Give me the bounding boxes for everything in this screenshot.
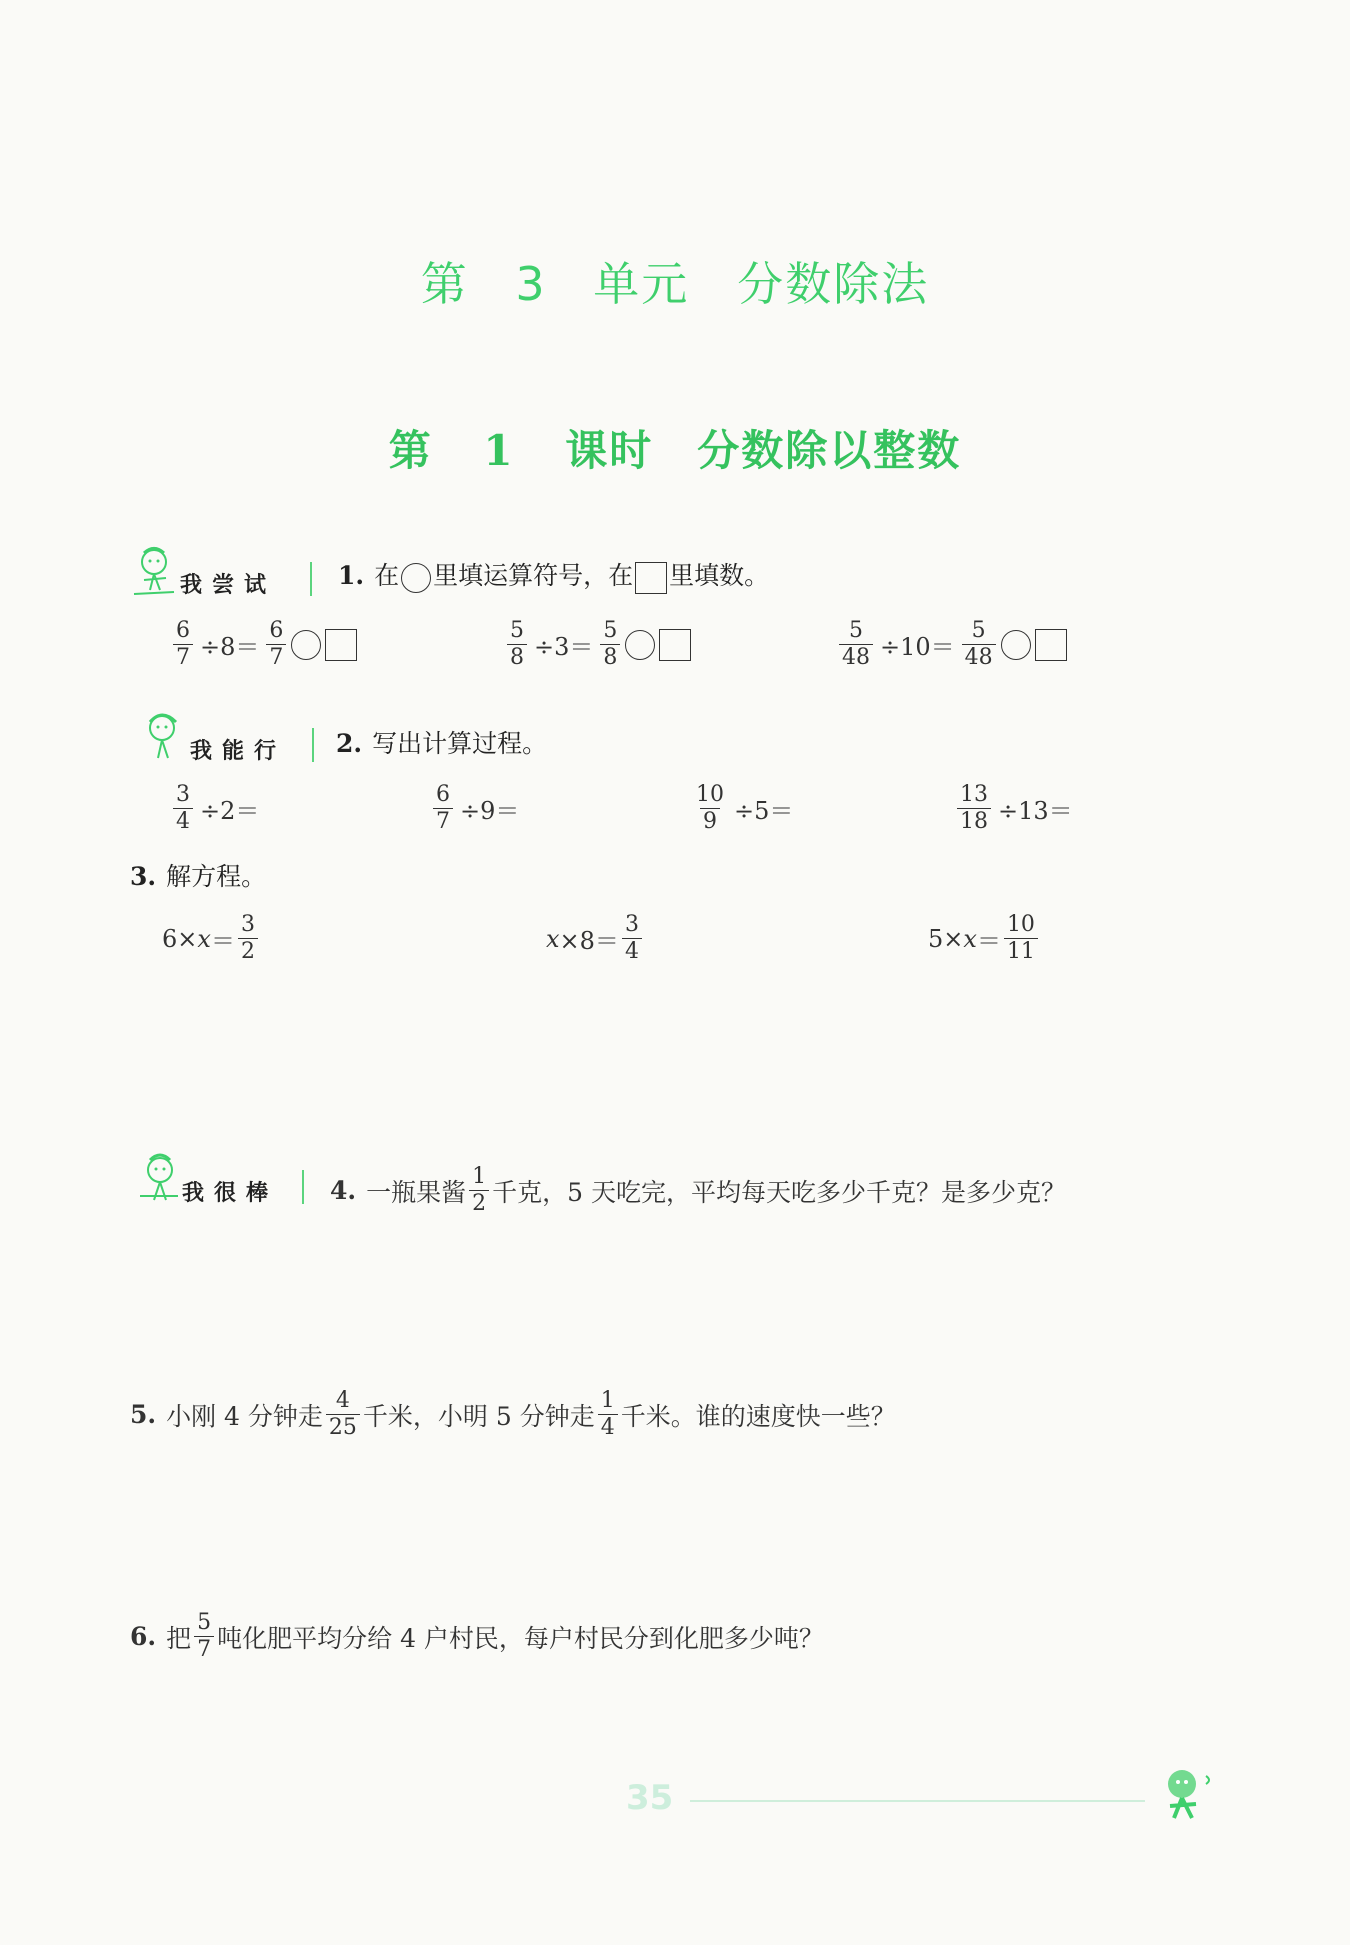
equation-part: 5× xyxy=(928,924,964,953)
blank-box[interactable] xyxy=(1035,629,1067,661)
fraction: $\frac{5}{48}$ xyxy=(839,618,873,671)
fraction: $\frac{10}{9}$ xyxy=(696,782,724,834)
blank-box[interactable] xyxy=(635,562,667,594)
badge-try xyxy=(130,552,330,612)
blank-circle[interactable] xyxy=(625,630,655,660)
operator: ÷5＝ xyxy=(734,797,794,825)
fraction: $\frac{13}{18}$ xyxy=(957,782,991,835)
fraction: $\frac{1}{2}$ xyxy=(469,1164,489,1217)
q2-item-3 xyxy=(690,782,797,835)
q2-item-2 xyxy=(430,782,523,835)
q1-item-2 xyxy=(504,618,693,671)
operator: ÷2＝ xyxy=(200,797,260,825)
question-text: 解方程。 xyxy=(166,862,267,891)
question-text: 千米。谁的速度快一些？ xyxy=(620,1401,896,1431)
operator: ÷10＝ xyxy=(880,633,955,661)
blank-circle[interactable] xyxy=(1001,630,1031,660)
mascot-icon xyxy=(1148,1762,1218,1832)
variable: x xyxy=(546,924,560,953)
fraction: $\frac{5}{8}$ xyxy=(507,618,527,671)
equation-part: 6× xyxy=(162,924,198,953)
blank-circle[interactable] xyxy=(291,630,321,660)
question-text: 千米，小明 5 分钟走 xyxy=(362,1401,595,1431)
question-4 xyxy=(330,1164,1066,1217)
operator: ÷8＝ xyxy=(200,633,260,661)
q3-item-1 xyxy=(162,912,261,965)
question-text: 千克，5 天吃完，平均每天吃多少千克？是多少克？ xyxy=(492,1177,1066,1207)
operator: ÷3＝ xyxy=(534,633,594,661)
question-number: 5. xyxy=(130,1400,157,1429)
operator: ÷9＝ xyxy=(460,797,520,825)
badge-divider xyxy=(312,728,314,762)
fraction: $\frac{4}{25}$ xyxy=(326,1388,360,1441)
fraction: $\frac{6}{7}$ xyxy=(433,782,453,835)
question-text: 小刚 4 分钟走 xyxy=(166,1401,323,1431)
fraction: $\frac{5}{8}$ xyxy=(600,618,620,671)
question-1 xyxy=(338,556,769,596)
badge-try-label: 我尝试 xyxy=(180,573,277,598)
variable: x xyxy=(197,924,211,953)
question-text: 一瓶果酱 xyxy=(366,1177,467,1207)
page-number: 35 xyxy=(626,1778,674,1818)
unit-title: 第 3 单元 分数除法 xyxy=(420,257,930,311)
footer-rule xyxy=(690,1800,1145,1802)
question-text: 里填数。 xyxy=(669,561,770,590)
fraction: $\frac{6}{7}$ xyxy=(173,618,193,671)
q1-item-1 xyxy=(170,618,359,671)
fraction: $\frac{3}{4}$ xyxy=(173,782,193,835)
badge-divider xyxy=(310,562,312,596)
blank-box[interactable] xyxy=(659,629,691,661)
fraction: $\frac{3}{2}$ xyxy=(238,912,258,965)
blank-box[interactable] xyxy=(325,629,357,661)
equation-part: ×8＝ xyxy=(559,927,619,955)
equation-part: ＝ xyxy=(210,927,235,955)
question-text: 写出计算过程。 xyxy=(372,729,548,758)
fraction: $\frac{1}{4}$ xyxy=(598,1388,618,1441)
question-2 xyxy=(336,724,547,764)
fraction: $\frac{5}{48}$ xyxy=(962,618,996,671)
question-6 xyxy=(130,1610,824,1663)
badge-divider xyxy=(302,1170,304,1204)
question-text: 在 xyxy=(374,561,400,590)
q2-item-4 xyxy=(954,782,1077,835)
badge-great-label: 我很棒 xyxy=(182,1181,279,1206)
badge-can-label: 我能行 xyxy=(190,739,287,764)
fraction: $\frac{6}{7}$ xyxy=(266,618,286,671)
question-text: 吨化肥平均分给 4 户村民，每户村民分到化肥多少吨？ xyxy=(217,1623,824,1653)
lesson-title: 第 1 课时 分数除以整数 xyxy=(388,426,962,475)
question-number: 3. xyxy=(130,862,157,891)
question-number: 1. xyxy=(338,561,365,590)
question-number: 2. xyxy=(336,729,363,758)
question-text: 里填运算符号，在 xyxy=(433,561,634,590)
q1-item-3 xyxy=(836,618,1069,671)
variable: x xyxy=(963,924,977,953)
question-3 xyxy=(130,857,266,897)
badge-great xyxy=(138,1160,338,1220)
badge-can xyxy=(140,718,340,778)
fraction: $\frac{3}{4}$ xyxy=(622,912,642,965)
fraction: $\frac{10}{11}$ xyxy=(1004,912,1038,965)
q3-item-3 xyxy=(928,912,1041,965)
operator: ÷13＝ xyxy=(998,797,1073,825)
question-5 xyxy=(130,1388,896,1441)
question-number: 6. xyxy=(130,1622,157,1651)
question-text: 把 xyxy=(166,1623,192,1653)
fraction: $\frac{5}{7}$ xyxy=(194,1610,214,1663)
question-number: 4. xyxy=(330,1176,357,1205)
equation-part: ＝ xyxy=(976,927,1001,955)
blank-circle[interactable] xyxy=(401,563,431,593)
q3-item-2 xyxy=(546,912,645,965)
q2-item-1 xyxy=(170,782,263,835)
